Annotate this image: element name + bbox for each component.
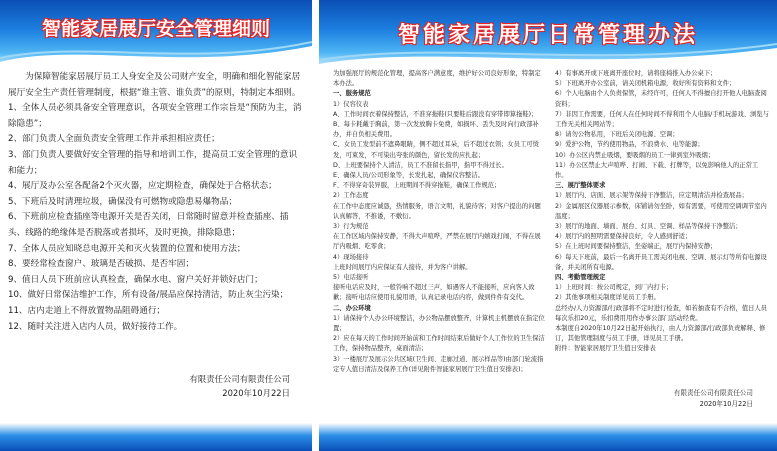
paragraph: 10）办公区内禁止吸烟，要吸烟的员工一律到室外吸烟；: [555, 151, 715, 159]
left-rule-1: 1、全体人员必须具备安全管理意识，各项安全管理工作宗旨是“预防为主，消除隐患”；: [8, 103, 302, 129]
paragraph: 5）电话接听: [333, 274, 369, 282]
left-date: 2020年10月22日: [222, 388, 290, 398]
paragraph: 1）仪容仪表: [333, 100, 369, 108]
paragraph: 上班时间展厅内应保证有人接待，并为客户讲解。: [333, 263, 472, 271]
left-company: 有限责任公司有限责任公司: [189, 374, 290, 384]
paragraph: 4）有事离开或下班离开座位时，请将座椅推入办公桌下；: [555, 70, 717, 77]
section-heading: 三、展厅整体要求: [555, 182, 606, 190]
right-date: 2020年10月22日: [699, 400, 753, 408]
paragraph: 4）展厅内的照明需要保持良好，令人感到舒适；: [555, 233, 692, 241]
paragraph: 11）办公区禁止大声喧哗、打闹、下载、打牌等，以免影响他人的正常工作。: [555, 161, 759, 180]
paragraph: 6）个人电脑由个人负责保管，未经许可，任何人不得擅自打开他人电脑查阅资料；: [555, 90, 767, 108]
paragraph: 总经办/人力资源部/行政部将不定时进行检查，如若抽查有不合格，值日人员每次乐扣20元，乐扣费用用作办事公部门活动经费。: [555, 304, 768, 322]
paragraph: 2）其他事项相关制度详见员工手册。: [555, 294, 660, 302]
right-company: 有限责任公司有限责任公司: [673, 389, 753, 397]
left-title: 智能家居展厅安全管理细则: [41, 18, 270, 40]
paragraph: 附件：智能家居展厅卫生值日安排表: [555, 345, 656, 353]
left-body: [8, 70, 304, 335]
left-footer-band: [0, 423, 312, 451]
left-rule-9: 9、值日人员下班前应认真检查，确保水电、窗户关好并锁好店门；: [8, 274, 263, 285]
paragraph: 1）上班时间：按公司规定，到厂内打卡；: [555, 284, 673, 292]
left-rule-11: 11、店内走道上不得放置物品阻碍通行；: [8, 305, 166, 316]
section-heading: 四、考勤管理规定: [555, 274, 606, 282]
right-title: 智能家居展厅日常管理办法: [397, 23, 698, 48]
paragraph: 3）展厅的地面、墙面、展台、灯具、空调、样品等保持干净整洁；: [555, 223, 742, 231]
paragraph: F、不得穿奇装异服，上班期间不得穿拖鞋，确保工作规范；: [333, 182, 501, 190]
paragraph: 4）现场接待: [333, 253, 369, 261]
paragraph: 本制度自2020年10月22日起开始执行，由人力资源部/行政部负责解释、修订，其他管理制度与员工手册，详见员工手册。: [555, 325, 766, 343]
paragraph: 9）爱护公物，节约使用物品，不浪费水、电等能源；: [555, 141, 704, 149]
left-rule-10: 10、做好日常保洁维护工作，所有设备/展品应保持清洁，防止灰尘污染；: [8, 290, 289, 301]
right-footer-band: [319, 423, 777, 451]
paragraph: 1）展厅内、店面、展示架等保持干净整洁，应定期清洁并检查展品；: [555, 192, 748, 200]
paragraph: A、工作时间衣着保持整洁，不准穿拖鞋(只要鞋后跟没有穿带即算拖鞋)；: [333, 110, 538, 118]
left-rule-3: 3、部门负责人要做好安全管理的指导和培训工作，提高员工安全管理的意识和能力；: [8, 149, 298, 176]
right-column-1: [333, 69, 545, 375]
paragraph: 在工作区域内保持安静，不得大声喧哗，严禁在展厅内嬉戏打闹，不得在展厅内吸烟、吃零食；: [333, 233, 541, 251]
paragraph: 7）非因工作需要，任何人在任何时间不得利用个人电脑/手机玩游戏、浏览与工作无关相关网站等；: [555, 110, 769, 129]
paragraph: 为加强展厅的规范化管理，提高客户满意度，维护好公司良好形象，特制定本办法。: [333, 70, 541, 88]
right-poster: [319, 0, 777, 451]
left-intro: 为保障智能家居展厅员工人身安全及公司财产安全，明确和细化智能家居展厅安全生产责任管理制度，根据“谁主管、谁负责”的原则，特制定本细则。: [8, 72, 301, 98]
paragraph: 2）工作态度: [333, 192, 369, 200]
paragraph: 3）行为规范: [333, 223, 369, 231]
paragraph: 2）应在每天的工作时间开始前和工作时间结束后做好个人工作位的卫生保洁工作，保持物品整齐，桌面清洁；: [333, 335, 545, 353]
paragraph: 5）下班离开办公室前，请关闭机箱电源，收好所有资料和文件；: [555, 80, 736, 88]
paragraph: C、女员工发型前不遮鼻眼睛，侧不超过耳朵，后不超过衣领；女员工可烫发，可束发，不可染出夸张的颜色，留长发的应扎起；: [333, 141, 539, 159]
left-rule-12: 12、随时关注进入店内人员，做好接待工作。: [8, 321, 183, 332]
paragraph: 5）在上班时间要保持整洁，坐姿端正，展厅内保持安静；: [555, 243, 717, 251]
right-body: [333, 69, 767, 409]
left-rule-7: 7、全体人员应知晓总电源开关和灭火装置的位置和使用方法；: [8, 243, 246, 254]
left-rule-8: 8、要经常检查窗户、玻璃是否破损、是否牢固；: [8, 259, 194, 270]
right-column-2: [555, 69, 769, 355]
left-rule-5: 5、下班后及时清理垃圾，确保没有可燃物或隐患易爆物品；: [8, 196, 237, 207]
section-heading: 一、服务规范: [333, 90, 371, 98]
paragraph: 1）请保持个人办公环境整洁，办公物品摆放整齐，计算机主机摆放在指定位置；: [333, 314, 545, 333]
paragraph: B、每卡耗戴于胸前，第一次发放胸卡免费，如损坏、丢失及时向行政部补办，并自负相关费用。: [333, 121, 539, 139]
paragraph: 6）每天下班前，最后一名离开员工需关闭电视、空调、展示灯等所有电源设备，并关闭所有电源。: [555, 253, 767, 271]
left-header-wave: [0, 40, 312, 70]
paragraph: 2）金属展区仪器展示参数，床铺请勿坐卧，如有需要，可使用空调调节室内温度；: [555, 202, 767, 220]
left-rule-4: 4、展厅及办公室各配备2个灭火器，应定期检查，确保处于合格状态；: [8, 181, 277, 192]
paragraph: E、确保人员/公司形象等，长发扎起，确保仪容整洁。: [333, 172, 484, 180]
section-heading: 二、办公环境: [333, 304, 371, 312]
paragraph: 3）一楼展厅及展示公共区域(卫生间、走廊过道、展示样品等)由部门轮流指定专人值日清洁及保养工作(详见附件智能家居展厅卫生值日安排表)；: [333, 355, 544, 373]
right-signature: [674, 388, 753, 410]
left-rule-2: 2、部门负责人全面负责安全管理工作并承担相应责任；: [8, 134, 220, 145]
paragraph: 在工作中态度应诚恳，热情服务，语言文明，礼貌待客；对客户提出的问题认真解答，不推诿，不敷衍。: [333, 202, 541, 220]
paragraph: 接听电话应及时，一般铃响不超过三声，如遇客人不能接听，应向客人致歉；接听电话应使用礼貌用语，认真记录电话内容，做到件件有交代。: [333, 284, 535, 302]
left-rule-6: 6、下班前应检查插座等电源开关是否关闭，日常随时留意并检查插座、插头、线路的绝缘体是否脱落或者损坏，及时更换，排除隐患；: [8, 212, 289, 238]
left-signature: [190, 372, 291, 400]
paragraph: 8）请勿公物私用，下班后关闭电源、空调；: [555, 131, 679, 139]
paragraph: D、上班要保持个人清洁，员工不准留长指甲，指甲不得过长。: [333, 161, 508, 169]
left-poster: [0, 0, 312, 451]
